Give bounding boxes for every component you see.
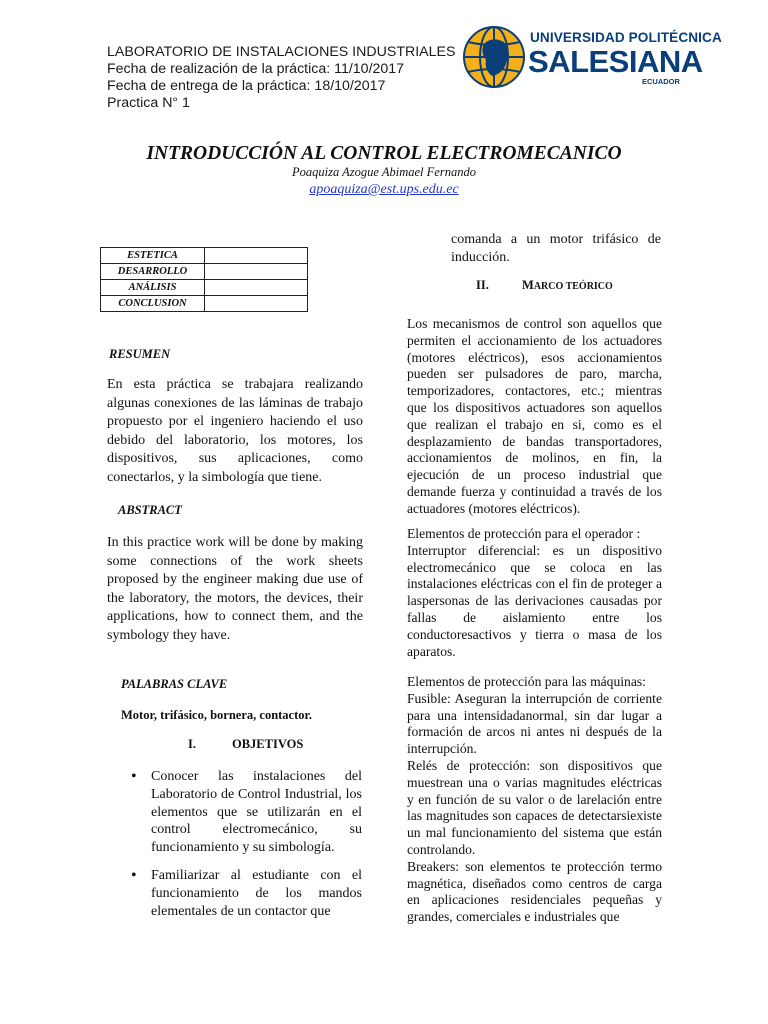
grading-label: DESARROLLO: [101, 264, 205, 280]
objetivo-continuation: comanda a un motor trifásico de inducción.: [451, 232, 661, 266]
lab-name: LABORATORIO DE INSTALACIONES INDUSTRIALES: [107, 44, 456, 60]
globe-logo-icon: [462, 24, 526, 90]
grading-table: [100, 247, 308, 312]
marco-para3: [407, 674, 662, 926]
bullet-icon: •: [131, 867, 137, 884]
para3-breakers: Breakers: son elementos te protección termo magnética, diseñados como centros de carga en aplicaciones residenciales pequeñas y grandes, comerciales e industriales que: [407, 858, 662, 925]
grading-value: [205, 280, 308, 296]
grading-label: CONCLUSION: [101, 296, 205, 312]
abstract-text: In this practice work will be done by making some connections of the work sheets proposed by the engineer making due use of the laboratory, the motors, the devices, their applications, how to connect them, and the symbology they have.: [107, 535, 363, 643]
table-row: [101, 280, 308, 296]
page-title: INTRODUCCIÓN AL CONTROL ELECTROMECANICO: [146, 143, 622, 164]
objetivo-item: Familiarizar al estudiante con el funcionamiento de los mandos elementales de un contactor que: [151, 868, 362, 919]
para2-body: Interruptor diferencial: es un dispositivo electromecánico que se coloca en las instalaciones eléctricas con el fin de proteger a laspersonas de las derivaciones causadas por fallas de aislamiento entre los conductoresactivos y tierra o masa de los aparatos.: [407, 542, 662, 659]
grading-value: [205, 296, 308, 312]
author-name: Poaquiza Azogue Abimael Fernando: [292, 165, 476, 179]
grading-value: [205, 248, 308, 264]
grading-value: [205, 264, 308, 280]
section-number-marco: II.: [476, 278, 489, 292]
abstract-heading: ABSTRACT: [118, 503, 182, 517]
document-header: [107, 44, 455, 112]
objetivos-heading: OBJETIVOS: [232, 737, 304, 751]
section-number-objetivos: I.: [188, 737, 196, 751]
keywords-heading: PALABRAS CLAVE: [121, 677, 228, 691]
fecha-entrega: Fecha de entrega de la práctica: 18/10/2017: [107, 78, 386, 94]
logo-country-text: ECUADOR: [642, 77, 680, 86]
grading-label: ANÁLISIS: [101, 280, 205, 296]
resumen-heading: RESUMEN: [109, 347, 171, 361]
marco-para1: Los mecanismos de control son aquellos que permiten el accionamiento de los actuadores (motores eléctricos), esos accionamientos pueden ser pulsadores de paro, marcha, temporizadores, contactores, etc.; mientras que los dispositivos actuadores son aquellos que realizan el trabajo en si, como es el desplazamiento de bandas transportadores, accionamientos de molinos, en fin, la ejecución de un proceso industrial que demande fuerza y continuidad a través de los actuadores (motores eléctricos).: [407, 316, 662, 516]
author-email-link[interactable]: apoaquiza@est.ups.edu.ec: [309, 182, 459, 197]
marco-para2: [407, 526, 662, 660]
para3-title: Elementos de protección para las máquinas:: [407, 674, 646, 689]
logo-university-text: UNIVERSIDAD POLITÉCNICA: [530, 30, 722, 45]
para2-title: Elementos de protección para el operador :: [407, 526, 641, 541]
bullet-icon: •: [131, 768, 137, 785]
marco-heading: MARCO TEÓRICO: [522, 278, 613, 292]
logo-salesiana-text: SALESIANA: [528, 44, 703, 79]
keywords-text: Motor, trifásico, bornera, contactor.: [121, 708, 313, 722]
grading-label: ESTETICA: [101, 248, 205, 264]
fecha-realizacion: Fecha de realización de la práctica: 11/10/2017: [107, 61, 405, 77]
resumen-text: En esta práctica se trabajara realizando algunas conexiones de las láminas de trabajo propuesto por el ingeniero haciendo el uso debido del laboratorio, los motores, los dispositivos, sus aplicaciones, como conectarlos, y la simbología que tiene.: [107, 377, 363, 485]
para3-fusible: Fusible: Aseguran la interrupción de corriente para una intensidadanormal, sin dar lugar a formación de arcos ni antes ni después de la interrupción.: [407, 690, 662, 757]
table-row: [101, 264, 308, 280]
practica-number: Practica N° 1: [107, 95, 190, 111]
university-logo: [462, 22, 722, 94]
table-row: [101, 296, 308, 312]
para3-reles: Relés de protección: son dispositivos que muestrean una o varias magnitudes eléctricas y en función de su valor o de larelación entre las magnitudes son capaces de detectarsiexiste un mal funcionamiento del sistema que están controlando.: [407, 757, 662, 857]
objetivo-item: Conocer las instalaciones del Laboratorio de Control Industrial, los elementos que se utilizarán en el control electromecánico, su funcionamiento y su simbología.: [151, 769, 362, 856]
table-row: [101, 248, 308, 264]
